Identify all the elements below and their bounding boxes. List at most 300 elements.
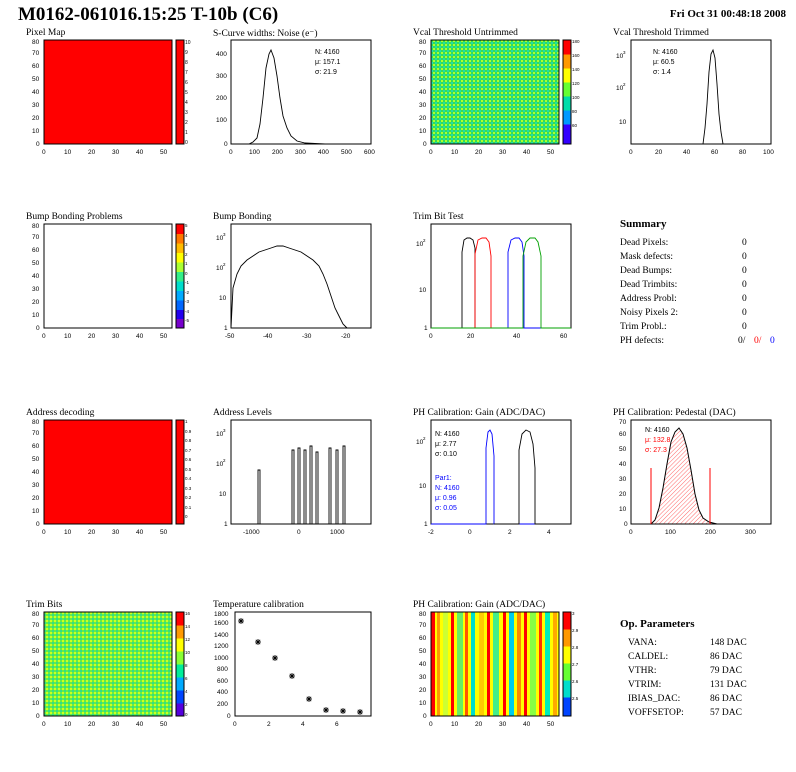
svg-text:300: 300 <box>295 149 306 156</box>
svg-text:30: 30 <box>32 102 40 109</box>
chart-canvas <box>205 212 395 342</box>
svg-text:40: 40 <box>683 149 691 156</box>
svg-text:10: 10 <box>619 506 627 513</box>
svg-text:180: 180 <box>572 39 580 44</box>
svg-text:N: 4160: N: 4160 <box>315 49 340 56</box>
chart-pixel-map <box>18 28 198 158</box>
svg-text:-1: -1 <box>185 280 190 285</box>
chart-ph-calibration-pedestal <box>605 408 790 538</box>
chart-title: Pixel Map <box>26 28 66 38</box>
summary-label-noisy-pixels: Noisy Pixels 2: <box>620 308 679 318</box>
svg-text:0: 0 <box>227 713 231 720</box>
svg-text:10: 10 <box>416 439 424 446</box>
svg-text:-3: -3 <box>185 299 190 304</box>
chart-canvas <box>405 408 595 538</box>
svg-text:4: 4 <box>301 721 305 728</box>
svg-text:-1000: -1000 <box>243 529 260 536</box>
svg-text:10: 10 <box>416 241 424 248</box>
svg-text:20: 20 <box>32 299 40 306</box>
svg-text:40: 40 <box>136 529 144 536</box>
svg-text:50: 50 <box>547 149 555 156</box>
svg-text:2.6: 2.6 <box>572 679 579 684</box>
op-label-ibias-dac: IBIAS_DAC: <box>628 694 681 704</box>
svg-text:140: 140 <box>572 67 580 72</box>
svg-text:1: 1 <box>224 521 228 528</box>
chart-canvas <box>205 28 395 158</box>
svg-text:N: 4160: N: 4160 <box>645 427 670 434</box>
svg-text:10: 10 <box>216 431 224 438</box>
svg-text:1600: 1600 <box>214 620 229 627</box>
svg-text:1: 1 <box>185 130 188 136</box>
svg-text:0: 0 <box>429 149 433 156</box>
svg-text:0: 0 <box>36 713 40 720</box>
chart-canvas <box>605 28 795 158</box>
chart-title: Bump Bonding <box>213 212 272 222</box>
svg-text:10: 10 <box>219 295 227 302</box>
chart-canvas <box>205 600 395 730</box>
svg-text:70: 70 <box>32 234 40 241</box>
svg-text:10: 10 <box>185 650 191 655</box>
svg-text:0: 0 <box>468 529 472 536</box>
svg-text:5: 5 <box>185 223 188 228</box>
chart-title: PH Calibration: Gain (ADC/DAC) <box>413 600 546 610</box>
svg-text:0: 0 <box>36 521 40 528</box>
svg-text:40: 40 <box>419 89 427 96</box>
svg-text:σ: 21.9: σ: 21.9 <box>315 69 337 76</box>
svg-text:70: 70 <box>419 50 427 57</box>
svg-text:-20: -20 <box>341 333 351 340</box>
svg-text:2: 2 <box>267 721 271 728</box>
svg-text:30: 30 <box>32 482 40 489</box>
svg-text:0.6: 0.6 <box>185 457 192 462</box>
op-value-vtrim: 131 DAC <box>710 680 747 690</box>
svg-text:0.2: 0.2 <box>185 495 192 500</box>
summary-value-noisy-pixels: 0 <box>742 308 747 318</box>
svg-text:80: 80 <box>419 39 427 46</box>
chart-canvas <box>18 408 198 538</box>
chart-title: Trim Bits <box>26 600 63 610</box>
svg-text:30: 30 <box>419 102 427 109</box>
chart-scurve-widths <box>205 28 390 158</box>
svg-text:σ: 27.3: σ: 27.3 <box>645 447 667 454</box>
svg-text:50: 50 <box>32 76 40 83</box>
op-parameters-heading: Op. Parameters <box>620 618 695 630</box>
summary-value-dead-bumps: 0 <box>742 266 747 276</box>
svg-text:1000: 1000 <box>214 655 229 662</box>
op-label-caldel: CALDEL: <box>628 652 669 662</box>
op-value-voffsetop: 57 DAC <box>710 708 742 718</box>
svg-text:40: 40 <box>136 333 144 340</box>
svg-text:40: 40 <box>619 461 627 468</box>
svg-text:3: 3 <box>185 242 188 247</box>
svg-text:20: 20 <box>655 149 663 156</box>
svg-text:0: 0 <box>423 713 427 720</box>
chart-canvas <box>405 28 595 158</box>
svg-text:20: 20 <box>619 491 627 498</box>
svg-text:2: 2 <box>185 702 188 707</box>
svg-text:μ: 0.96: μ: 0.96 <box>435 495 457 502</box>
svg-text:3: 3 <box>223 428 226 433</box>
svg-text:4: 4 <box>185 233 188 238</box>
chart-title: Trim Bit Test <box>413 212 464 222</box>
svg-text:30: 30 <box>112 333 120 340</box>
svg-text:0: 0 <box>185 712 188 717</box>
chart-bump-bonding <box>205 212 390 342</box>
svg-text:3: 3 <box>223 232 226 237</box>
svg-text:10: 10 <box>419 128 427 135</box>
chart-trim-bit-test <box>405 212 590 342</box>
svg-text:50: 50 <box>32 260 40 267</box>
summary-label-mask-defects: Mask defects: <box>620 252 674 262</box>
svg-text:6: 6 <box>335 721 339 728</box>
svg-text:60: 60 <box>572 123 578 128</box>
summary-ph-value-2: 0 <box>770 336 775 346</box>
chart-title: Temperature calibration <box>213 600 304 610</box>
svg-text:30: 30 <box>419 674 427 681</box>
svg-text:40: 40 <box>136 149 144 156</box>
summary-label-dead-pixels: Dead Pixels: <box>620 238 669 248</box>
svg-text:120: 120 <box>572 81 580 86</box>
svg-text:60: 60 <box>419 63 427 70</box>
svg-text:20: 20 <box>419 115 427 122</box>
svg-text:40: 40 <box>523 149 531 156</box>
chart-address-levels <box>205 408 390 538</box>
svg-text:40: 40 <box>523 721 531 728</box>
svg-text:8: 8 <box>185 663 188 668</box>
svg-text:10: 10 <box>64 149 72 156</box>
svg-text:10: 10 <box>419 287 427 294</box>
svg-text:30: 30 <box>112 149 120 156</box>
svg-text:3: 3 <box>623 50 626 55</box>
svg-text:40: 40 <box>136 721 144 728</box>
svg-text:-2: -2 <box>428 529 434 536</box>
svg-text:10: 10 <box>451 149 459 156</box>
svg-text:0.7: 0.7 <box>185 448 192 453</box>
svg-text:70: 70 <box>619 419 627 426</box>
svg-text:4: 4 <box>547 529 551 536</box>
svg-text:100: 100 <box>249 149 260 156</box>
svg-text:2.8: 2.8 <box>572 645 579 650</box>
chart-canvas <box>18 212 198 342</box>
svg-text:80: 80 <box>572 109 578 114</box>
svg-text:20: 20 <box>419 687 427 694</box>
op-value-ibias-dac: 86 DAC <box>710 694 742 704</box>
chart-ph-calibration-gain-hist <box>405 408 590 538</box>
chart-canvas <box>605 408 795 538</box>
svg-text:60: 60 <box>419 635 427 642</box>
chart-canvas <box>205 408 395 538</box>
svg-text:0: 0 <box>224 141 228 148</box>
svg-text:-5: -5 <box>185 318 190 323</box>
svg-text:2.9: 2.9 <box>572 628 579 633</box>
chart-ph-calibration-gain-map <box>405 600 590 730</box>
svg-text:1: 1 <box>424 521 428 528</box>
svg-text:30: 30 <box>499 149 507 156</box>
op-value-vthr: 79 DAC <box>710 666 742 676</box>
svg-text:70: 70 <box>32 622 40 629</box>
chart-title: Vcal Threshold Untrimmed <box>413 28 518 38</box>
svg-text:50: 50 <box>160 333 168 340</box>
svg-text:300: 300 <box>216 73 227 80</box>
svg-text:200: 200 <box>705 529 716 536</box>
svg-text:50: 50 <box>160 149 168 156</box>
svg-text:σ: 1.4: σ: 1.4 <box>653 69 671 76</box>
summary-value-dead-pixels: 0 <box>742 238 747 248</box>
svg-text:30: 30 <box>112 529 120 536</box>
op-label-vthr: VTHR: <box>628 666 657 676</box>
op-label-vtrim: VTRIM: <box>628 680 662 690</box>
svg-text:2: 2 <box>185 252 188 257</box>
summary-label-address-probl: Address Probl: <box>620 294 677 304</box>
svg-text:2.5: 2.5 <box>572 696 579 701</box>
svg-text:9: 9 <box>185 50 188 56</box>
svg-text:100: 100 <box>216 117 227 124</box>
svg-text:10: 10 <box>64 721 72 728</box>
svg-text:Par1:: Par1: <box>435 475 452 482</box>
summary-label-dead-bumps: Dead Bumps: <box>620 266 672 276</box>
svg-text:2: 2 <box>185 120 188 126</box>
svg-text:60: 60 <box>32 63 40 70</box>
op-value-caldel: 86 DAC <box>710 652 742 662</box>
svg-text:50: 50 <box>419 648 427 655</box>
svg-text:60: 60 <box>619 431 627 438</box>
svg-text:30: 30 <box>32 286 40 293</box>
svg-text:-2: -2 <box>185 290 190 295</box>
summary-heading: Summary <box>620 218 667 230</box>
svg-text:10: 10 <box>616 53 624 60</box>
svg-text:1: 1 <box>185 419 188 424</box>
svg-text:σ: 0.05: σ: 0.05 <box>435 505 457 512</box>
svg-text:1400: 1400 <box>214 632 229 639</box>
svg-text:80: 80 <box>32 223 40 230</box>
svg-text:14: 14 <box>185 624 191 629</box>
svg-text:1200: 1200 <box>214 643 229 650</box>
svg-text:4: 4 <box>185 100 188 106</box>
svg-text:50: 50 <box>619 446 627 453</box>
svg-text:400: 400 <box>217 689 228 696</box>
chart-title: Bump Bonding Problems <box>26 212 123 222</box>
svg-text:0.9: 0.9 <box>185 429 192 434</box>
svg-text:10: 10 <box>32 128 40 135</box>
svg-text:500: 500 <box>341 149 352 156</box>
svg-text:2: 2 <box>508 529 512 536</box>
svg-text:50: 50 <box>32 648 40 655</box>
svg-text:0.4: 0.4 <box>185 476 192 481</box>
svg-text:20: 20 <box>88 529 96 536</box>
svg-text:2: 2 <box>223 458 226 463</box>
summary-ph-value-0: 0/ <box>738 336 746 346</box>
chart-temperature-calibration <box>205 600 390 730</box>
svg-text:160: 160 <box>572 53 580 58</box>
svg-text:2.7: 2.7 <box>572 662 579 667</box>
svg-text:20: 20 <box>475 149 483 156</box>
svg-text:10: 10 <box>32 700 40 707</box>
svg-text:4: 4 <box>185 689 188 694</box>
svg-text:0.3: 0.3 <box>185 486 192 491</box>
svg-text:-30: -30 <box>302 333 312 340</box>
svg-text:70: 70 <box>32 50 40 57</box>
svg-text:0: 0 <box>297 529 301 536</box>
svg-text:600: 600 <box>364 149 375 156</box>
svg-text:40: 40 <box>513 333 521 340</box>
summary-panel <box>610 218 790 348</box>
svg-text:0: 0 <box>42 721 46 728</box>
svg-text:200: 200 <box>216 95 227 102</box>
svg-text:50: 50 <box>419 76 427 83</box>
svg-text:3: 3 <box>185 110 188 116</box>
svg-text:80: 80 <box>739 149 747 156</box>
svg-text:40: 40 <box>32 661 40 668</box>
svg-text:200: 200 <box>217 701 228 708</box>
svg-text:0: 0 <box>42 149 46 156</box>
chart-title: Vcal Threshold Trimmed <box>613 28 709 38</box>
svg-text:μ: 157.1: μ: 157.1 <box>315 59 341 66</box>
svg-text:8: 8 <box>185 60 188 66</box>
svg-text:10: 10 <box>219 491 227 498</box>
svg-text:2: 2 <box>423 238 426 243</box>
svg-text:10: 10 <box>619 119 627 126</box>
svg-text:N: 4160: N: 4160 <box>435 431 460 438</box>
svg-text:N: 4160: N: 4160 <box>435 485 460 492</box>
svg-text:400: 400 <box>216 51 227 58</box>
svg-text:2: 2 <box>423 436 426 441</box>
summary-label-dead-trimbits: Dead Trimbits: <box>620 280 678 290</box>
chart-title: Address Levels <box>213 408 272 418</box>
chart-bump-bonding-problems <box>18 212 198 342</box>
svg-text:50: 50 <box>160 529 168 536</box>
svg-text:60: 60 <box>560 333 568 340</box>
op-label-vana: VANA: <box>628 638 657 648</box>
summary-value-dead-trimbits: 0 <box>742 280 747 290</box>
svg-text:10: 10 <box>32 312 40 319</box>
svg-text:80: 80 <box>32 419 40 426</box>
svg-text:20: 20 <box>475 721 483 728</box>
svg-text:20: 20 <box>32 495 40 502</box>
summary-value-address-probl: 0 <box>742 294 747 304</box>
op-label-voffsetop: VOFFSETOP: <box>628 708 684 718</box>
svg-text:0: 0 <box>429 721 433 728</box>
svg-text:100: 100 <box>665 529 676 536</box>
svg-text:7: 7 <box>185 70 188 76</box>
svg-text:20: 20 <box>88 149 96 156</box>
svg-text:0: 0 <box>42 333 46 340</box>
svg-text:60: 60 <box>32 635 40 642</box>
svg-text:10: 10 <box>419 700 427 707</box>
svg-text:20: 20 <box>32 115 40 122</box>
svg-text:10: 10 <box>185 40 191 46</box>
svg-text:200: 200 <box>272 149 283 156</box>
svg-text:μ: 60.5: μ: 60.5 <box>653 59 675 66</box>
page-title: M0162-061016.15:25 T-10b (C6) <box>18 4 279 25</box>
svg-text:-40: -40 <box>263 333 273 340</box>
svg-text:50: 50 <box>547 721 555 728</box>
svg-text:0: 0 <box>624 521 628 528</box>
chart-vcal-threshold-untrimmed <box>405 28 590 158</box>
svg-text:80: 80 <box>32 39 40 46</box>
svg-text:600: 600 <box>217 678 228 685</box>
svg-text:0: 0 <box>36 325 40 332</box>
svg-text:300: 300 <box>745 529 756 536</box>
svg-text:70: 70 <box>419 622 427 629</box>
svg-text:30: 30 <box>499 721 507 728</box>
summary-value-mask-defects: 0 <box>742 252 747 262</box>
svg-text:3: 3 <box>572 611 575 616</box>
svg-text:16: 16 <box>185 611 191 616</box>
summary-label-trim-probl: Trim Probl.: <box>620 322 667 332</box>
svg-text:1: 1 <box>224 325 228 332</box>
svg-text:0: 0 <box>42 529 46 536</box>
svg-text:10: 10 <box>216 235 224 242</box>
op-parameters-panel <box>610 618 790 738</box>
svg-text:1000: 1000 <box>330 529 345 536</box>
svg-text:-50: -50 <box>225 333 235 340</box>
summary-ph-value-1: 0/ <box>754 336 762 346</box>
svg-text:0: 0 <box>629 149 633 156</box>
svg-text:50: 50 <box>160 721 168 728</box>
svg-text:0: 0 <box>185 271 188 276</box>
chart-canvas <box>18 28 198 158</box>
svg-text:-4: -4 <box>185 309 190 314</box>
svg-text:20: 20 <box>467 333 475 340</box>
svg-text:400: 400 <box>318 149 329 156</box>
svg-text:0: 0 <box>185 140 188 146</box>
svg-text:0: 0 <box>229 149 233 156</box>
svg-text:1: 1 <box>185 261 188 266</box>
svg-text:40: 40 <box>32 89 40 96</box>
chart-title: Address decoding <box>26 408 95 418</box>
svg-text:0.5: 0.5 <box>185 467 192 472</box>
svg-text:10: 10 <box>216 461 224 468</box>
svg-text:2: 2 <box>223 262 226 267</box>
svg-text:μ: 132.8: μ: 132.8 <box>645 437 671 444</box>
svg-text:6: 6 <box>185 676 188 681</box>
svg-text:10: 10 <box>64 529 72 536</box>
svg-text:10: 10 <box>451 721 459 728</box>
timestamp: Fri Oct 31 00:48:18 2008 <box>669 8 786 20</box>
chart-canvas <box>18 600 198 730</box>
svg-text:6: 6 <box>185 80 188 86</box>
svg-text:100: 100 <box>572 95 580 100</box>
svg-text:20: 20 <box>32 687 40 694</box>
svg-text:0: 0 <box>185 514 188 519</box>
svg-text:μ: 2.77: μ: 2.77 <box>435 441 457 448</box>
svg-text:0: 0 <box>429 333 433 340</box>
svg-text:60: 60 <box>32 443 40 450</box>
svg-text:20: 20 <box>88 721 96 728</box>
svg-text:50: 50 <box>32 456 40 463</box>
op-value-vana: 148 DAC <box>710 638 747 648</box>
svg-text:10: 10 <box>64 333 72 340</box>
svg-text:800: 800 <box>217 666 228 673</box>
chart-vcal-threshold-trimmed <box>605 28 790 158</box>
svg-text:10: 10 <box>616 85 624 92</box>
svg-text:40: 40 <box>419 661 427 668</box>
svg-text:σ: 0.10: σ: 0.10 <box>435 451 457 458</box>
svg-text:70: 70 <box>32 430 40 437</box>
svg-text:40: 40 <box>32 469 40 476</box>
svg-text:12: 12 <box>185 637 191 642</box>
svg-text:30: 30 <box>32 674 40 681</box>
chart-canvas <box>405 212 595 342</box>
svg-text:30: 30 <box>619 476 627 483</box>
chart-canvas <box>405 600 595 730</box>
summary-label-ph-defects: PH defects: <box>620 336 665 346</box>
svg-text:0.8: 0.8 <box>185 438 192 443</box>
svg-text:0.1: 0.1 <box>185 505 192 510</box>
chart-address-decoding <box>18 408 198 538</box>
svg-text:40: 40 <box>32 273 40 280</box>
svg-text:5: 5 <box>185 90 188 96</box>
